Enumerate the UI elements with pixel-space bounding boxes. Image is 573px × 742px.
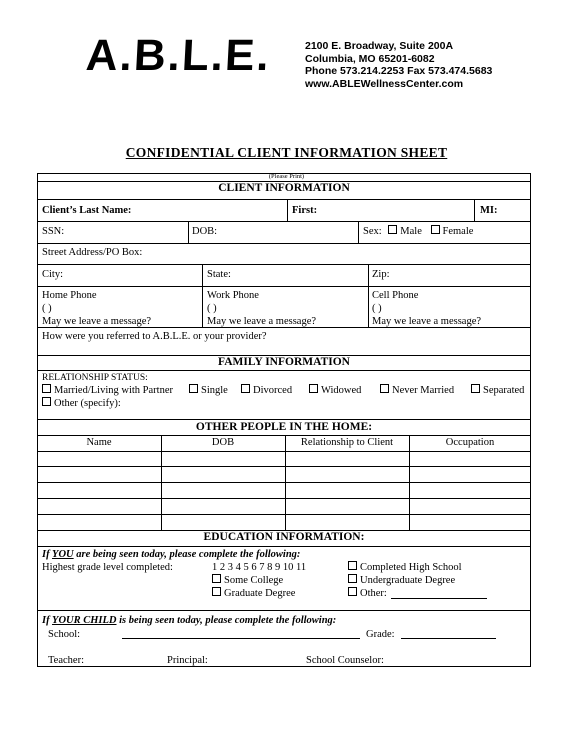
divider xyxy=(202,264,203,327)
divorced-checkbox[interactable] xyxy=(241,384,250,393)
col-header-dob: DOB xyxy=(211,437,235,448)
divider xyxy=(287,199,288,221)
address-block xyxy=(305,40,492,90)
please-print-note: (Please Print) xyxy=(268,173,305,180)
divider xyxy=(37,286,531,287)
single-checkbox[interactable] xyxy=(189,384,198,393)
address-phone-fax: Phone 573.214.2253 Fax 573.474.5683 xyxy=(305,65,493,77)
divider xyxy=(368,264,369,327)
cell-phone-label: Cell Phone xyxy=(372,290,419,301)
some-college-option: Some College xyxy=(212,574,283,587)
education-other-line[interactable] xyxy=(391,598,487,599)
status-option-single xyxy=(189,384,228,397)
relationship-status-label: RELATIONSHIP STATUS: xyxy=(42,373,148,383)
status-option-widowed xyxy=(309,384,361,397)
education-other-option: Other: xyxy=(348,587,387,600)
divider xyxy=(37,221,531,222)
some-college-checkbox[interactable] xyxy=(212,574,221,583)
married-label: Married/Living with Partner xyxy=(54,385,173,396)
status-option-other xyxy=(42,397,121,410)
completed-hs-option: Completed High School xyxy=(348,561,462,574)
sex-field xyxy=(363,225,473,238)
school-counselor-label: School Counselor: xyxy=(306,655,384,666)
grade-numbers: 1 2 3 4 5 6 7 8 9 10 11 xyxy=(212,562,307,573)
divider xyxy=(37,419,531,420)
col-header-relationship: Relationship to Client xyxy=(300,437,394,448)
work-phone-parens: ( ) xyxy=(207,303,217,314)
female-checkbox[interactable] xyxy=(431,225,440,234)
divider xyxy=(37,199,531,200)
work-phone-label: Work Phone xyxy=(207,290,259,301)
family-info-header: FAMILY INFORMATION xyxy=(218,356,350,368)
sex-label: Sex: xyxy=(363,226,382,237)
divider xyxy=(37,610,531,611)
col-header-occupation: Occupation xyxy=(445,437,495,448)
table-row xyxy=(37,466,531,467)
other-status-label: Other (specify): xyxy=(54,398,121,409)
separated-checkbox[interactable] xyxy=(471,384,480,393)
principal-label: Principal: xyxy=(167,655,208,666)
male-checkbox[interactable] xyxy=(388,225,397,234)
address-line-1: 2100 E. Broadway, Suite 200A xyxy=(305,40,454,52)
never-married-checkbox[interactable] xyxy=(380,384,389,393)
if-child-instruction: If YOUR CHILD is being seen today, please complete the following: xyxy=(42,615,337,626)
city-label: City: xyxy=(42,269,64,280)
divider xyxy=(37,264,531,265)
table-row xyxy=(37,498,531,499)
home-phone-label: Home Phone xyxy=(42,290,97,301)
grade-label: Grade: xyxy=(366,629,395,640)
other-status-checkbox[interactable] xyxy=(42,397,51,406)
graduate-degree-option: Graduate Degree xyxy=(212,587,295,600)
table-row xyxy=(37,514,531,515)
address-website: www.ABLEWellnessCenter.com xyxy=(305,77,464,90)
male-label: Male xyxy=(400,226,422,237)
other-people-header: OTHER PEOPLE IN THE HOME: xyxy=(195,421,373,433)
separated-label: Separated xyxy=(483,385,525,396)
divider xyxy=(358,221,359,243)
married-checkbox[interactable] xyxy=(42,384,51,393)
if-you-instruction: If YOU are being seen today, please complete the following: xyxy=(42,549,301,560)
divider xyxy=(188,221,189,243)
dob-label: DOB: xyxy=(192,226,218,237)
divider xyxy=(37,546,531,547)
work-leave-message: May we leave a message? xyxy=(207,316,317,327)
state-label: State: xyxy=(207,269,231,280)
address-line-2: Columbia, MO 65201-6082 xyxy=(305,52,435,65)
divider xyxy=(37,370,531,371)
home-phone-parens: ( ) xyxy=(42,303,52,314)
female-label: Female xyxy=(442,226,474,237)
able-logo: A.B.L.E. xyxy=(84,31,272,80)
graduate-degree-checkbox[interactable] xyxy=(212,587,221,596)
ssn-label: SSN: xyxy=(42,226,65,237)
divider xyxy=(37,327,531,328)
mi-label: MI: xyxy=(480,205,498,216)
status-option-married xyxy=(42,384,173,397)
status-option-never-married xyxy=(380,384,454,397)
table-row xyxy=(37,451,531,452)
school-line[interactable] xyxy=(122,638,360,639)
widowed-label: Widowed xyxy=(321,385,362,396)
client-info-header: CLIENT INFORMATION xyxy=(218,182,350,194)
col-header-name: Name xyxy=(86,437,112,448)
divider xyxy=(474,199,475,221)
table-row xyxy=(37,482,531,483)
home-leave-message: May we leave a message? xyxy=(42,316,152,327)
first-name-label: First: xyxy=(292,205,318,216)
divorced-label: Divorced xyxy=(253,385,293,396)
grade-line[interactable] xyxy=(401,638,496,639)
completed-hs-checkbox[interactable] xyxy=(348,561,357,570)
teacher-label: Teacher: xyxy=(48,655,84,666)
zip-label: Zip: xyxy=(372,269,390,280)
form-title: CONFIDENTIAL CLIENT INFORMATION SHEET xyxy=(125,145,448,160)
status-option-divorced xyxy=(241,384,292,397)
referral-label: How were you referred to A.B.L.E. or your provider? xyxy=(42,331,267,342)
never-married-label: Never Married xyxy=(392,385,455,396)
status-option-separated xyxy=(471,384,524,397)
cell-leave-message: May we leave a message? xyxy=(372,316,482,327)
single-label: Single xyxy=(201,385,228,396)
highest-grade-label: Highest grade level completed: xyxy=(42,562,173,573)
cell-phone-parens: ( ) xyxy=(372,303,382,314)
widowed-checkbox[interactable] xyxy=(309,384,318,393)
undergrad-checkbox[interactable] xyxy=(348,574,357,583)
undergrad-option: Undergraduate Degree xyxy=(348,574,455,587)
education-info-header: EDUCATION INFORMATION: xyxy=(203,531,365,543)
last-name-label: Client’s Last Name: xyxy=(42,205,132,216)
street-address-label: Street Address/PO Box: xyxy=(42,247,143,258)
divider xyxy=(37,243,531,244)
school-label: School: xyxy=(48,629,81,640)
education-other-checkbox[interactable] xyxy=(348,587,357,596)
